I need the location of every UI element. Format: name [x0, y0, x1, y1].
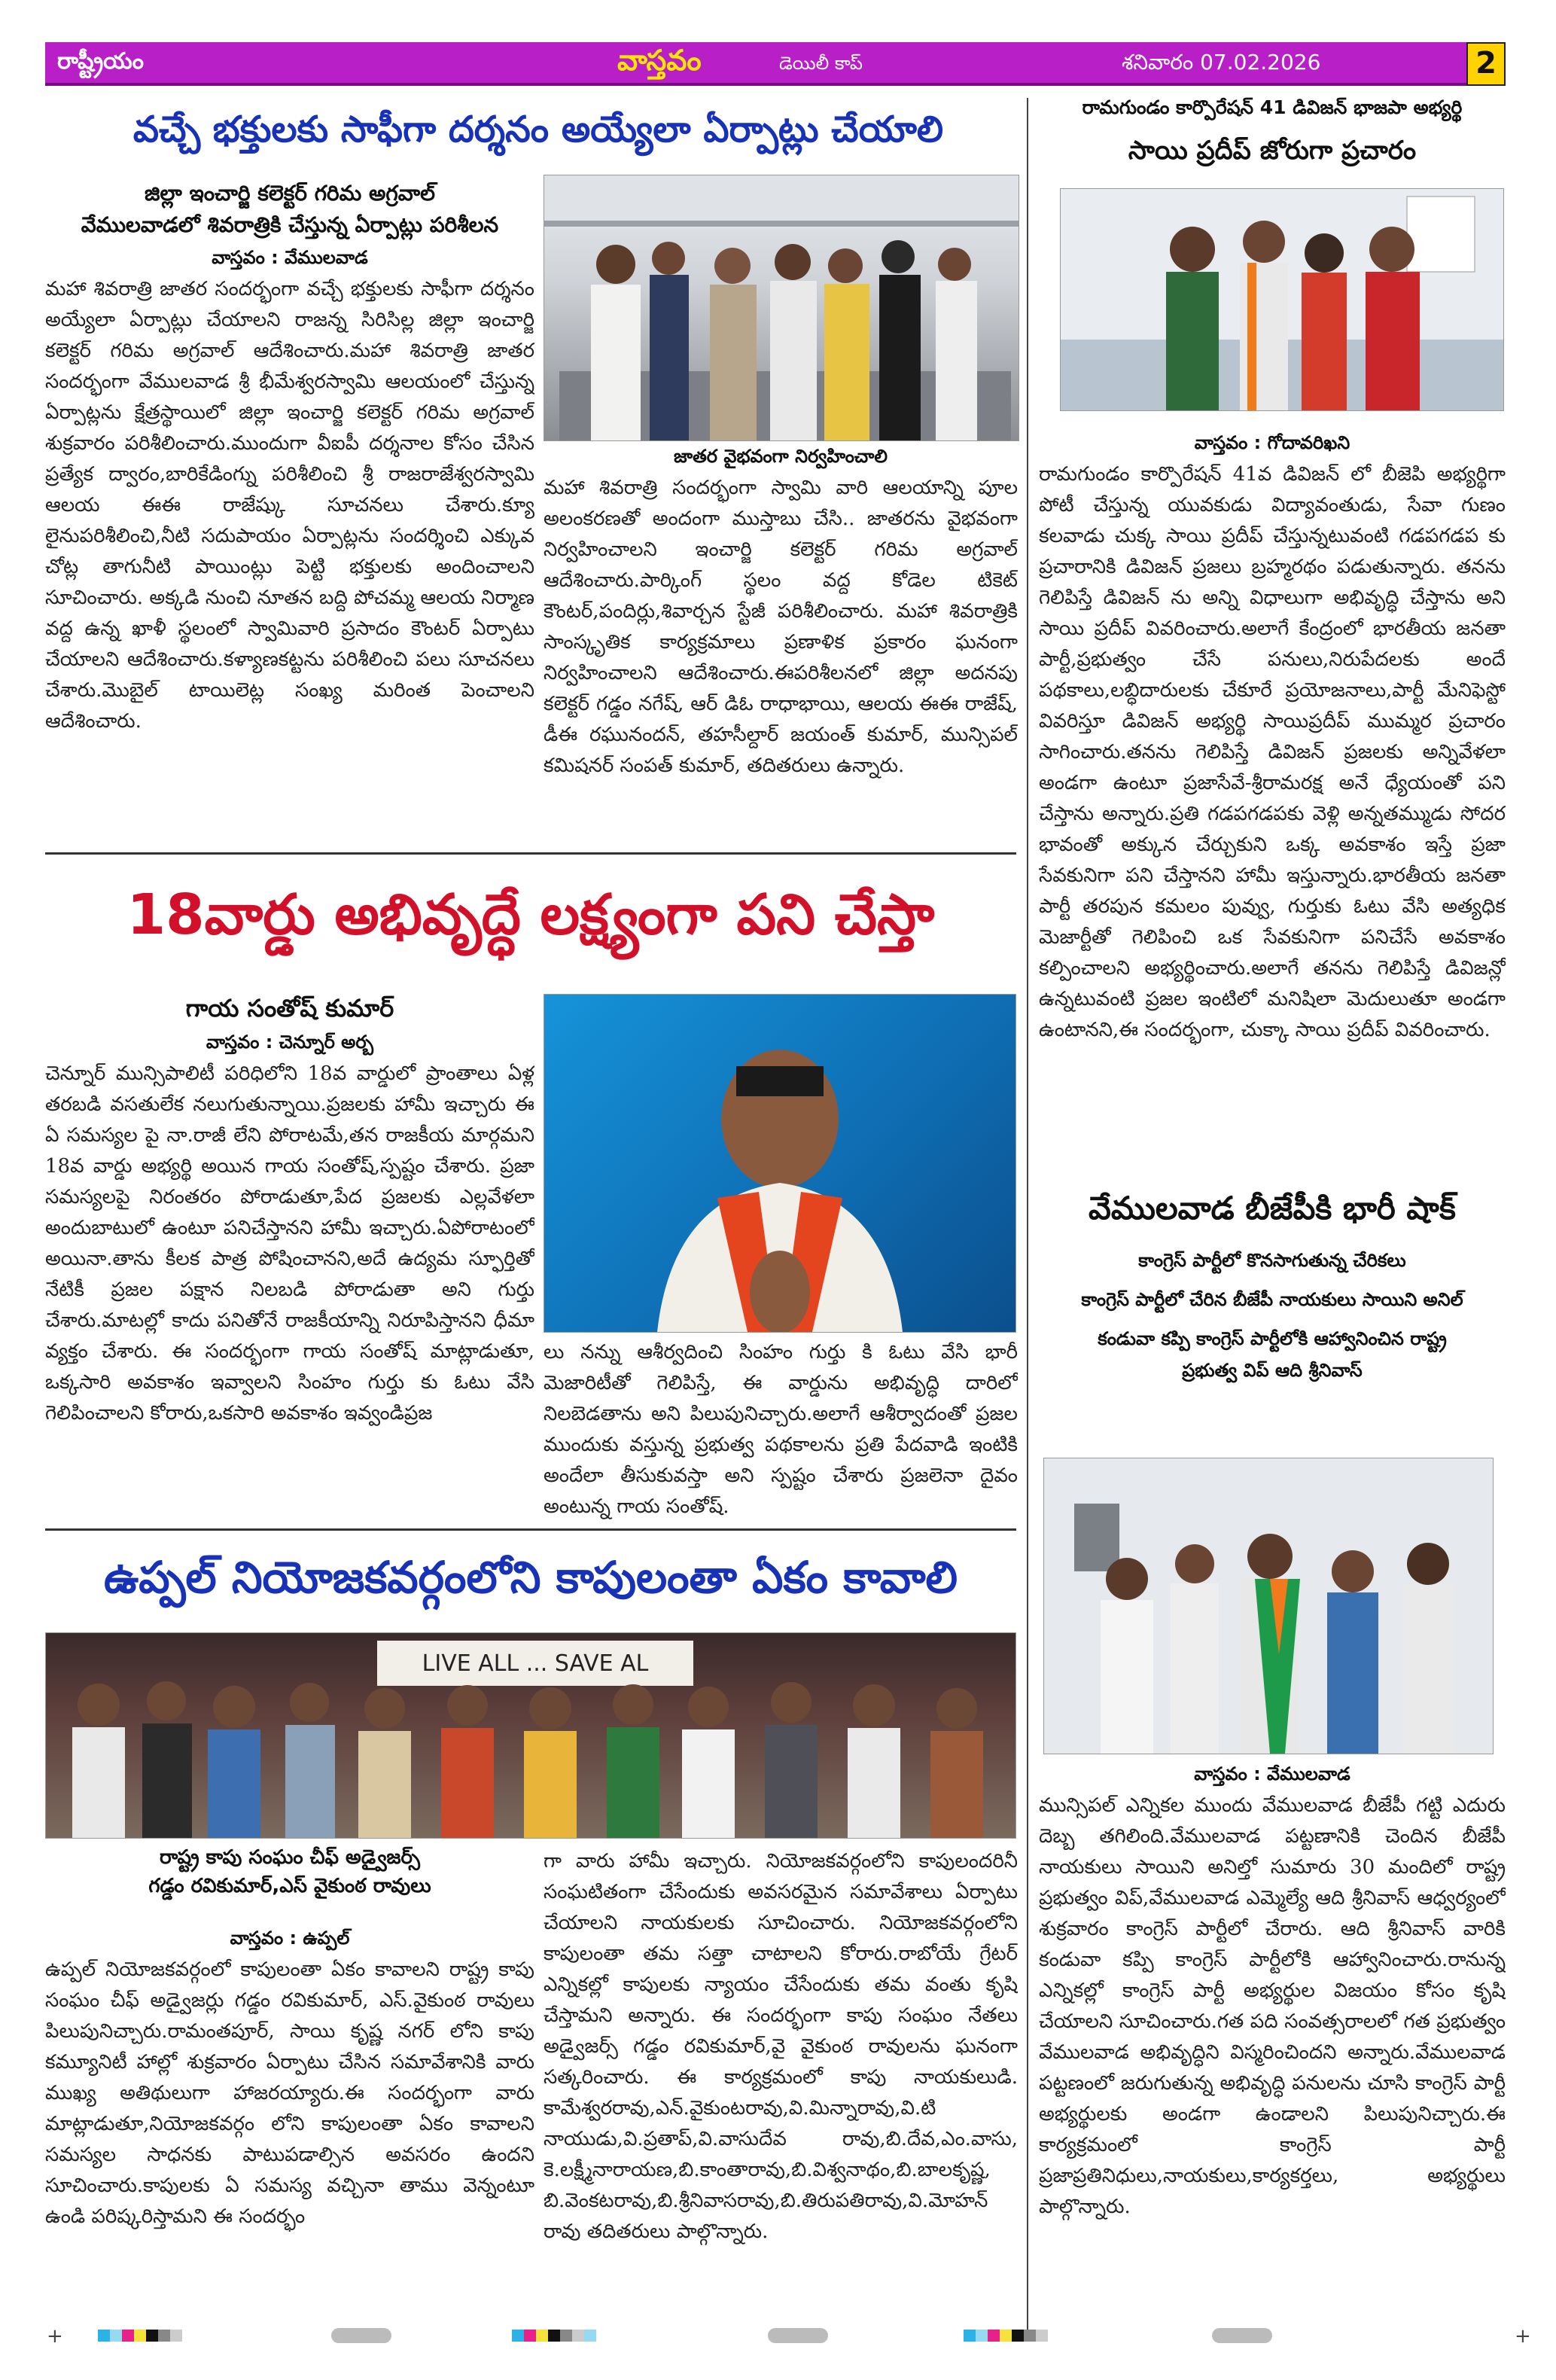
header-band [45, 42, 1487, 86]
story4-headline: సాయి ప్రదీప్ జోరుగా ప్రచారం [1128, 136, 1417, 166]
registration-crosshair: + [1515, 2325, 1531, 2348]
print-mark [768, 2328, 828, 2343]
story1-body-col1: మహా శివరాత్రి జాతర సందర్భంగా వచ్చే భక్తులకు సాఫీగా దర్శనం అయ్యేలా ఏర్పాట్లు చేయాలని రాజన్న సిరిసిల్ల జిల్లా ఇంచార్జి కలెక్టర్ గరిమ అగ్రవాల్ ఆదేశించారు.మహా శివరాత్రి జాతర సందర్భంగా వేములవాడ శ్రీ భీమేశ్వరస్వామి ఆలయంలో చేస్తున్న ఏర్పాట్లను క్షేత్రస్థాయిలో జిల్లా ఇంచార్జి కలెక్టర్ గరిమ అగ్రవాల్ శుక్రవారం పరిశీలించారు.ముందుగా వీఐపీ దర్శనాల కోసం చేసిన ప్రత్యేక ద్వారం,బారికేడింగ్ను పరిశీలించి శ్రీ రాజరాజేశ్వరస్వామి ఆలయ ఈఈ రాజేష్కు సూచనలు చేశారు.క్యూ లైనుపరిశీలించి,నీటి సదుపాయం ఏర్పాట్లను సందర్శించి ఎక్కువ చోట్ల తాగునీటి పాయింట్లు పెట్టి భక్తులకు అందించాలని సూచించారు. అక్కడి నుంచి నూతన బద్ది పోచమ్మ ఆలయ నిర్మాణ వద్ద ఉన్న ఖాళీ స్థలంలో స్వామివారి ప్రసాదం కౌంటర్ ఏర్పాటు చేయాలని ఆదేశించారు.కళ్యాణకట్టను పరిశీలించి పలు సూచనలు చేశారు.మొబైల్ టాయిలెట్ల సంఖ్య మరింత పెంచాలని ఆదేశించారు. [45, 278, 534, 733]
story1-headline: వచ్చే భక్తులకు సాఫీగా దర్శనం అయ్యేలా ఏర్పాట్లు చేయాలి [132, 108, 944, 151]
story2-headline: 18వార్డు అభివృద్ధే లక్ష్యంగా పని చేస్తా [126, 882, 935, 947]
story5-photo [1043, 1458, 1494, 1754]
color-bar [98, 2330, 182, 2342]
paper-logo: వాస్తవం [617, 44, 702, 77]
issue-date: శనివారం 07.02.2026 [1122, 50, 1321, 75]
story3-body-col1: ఉప్పల్ నియోజకవర్గంలో కాపులంతా ఏకం కావాలని రాష్ట్ర కాపు సంఘం చీఫ్ అడ్వైజర్లు గడ్డం రవికుమార్, ఎస్.వైకుంఠ రావులు పిలుపునిచ్చారు.రామంతపూర్, సాయి కృష్ణ నగర్ లోని కాపు కమ్యూనిటీ హాల్లో శుక్రవారం ఏర్పాటు చేసిన సమావేశానికి వారు ముఖ్య అతిథులుగా హాజరయ్యారు.ఈ సందర్భంగా వారు మాట్లాడుతూ,నియోజకవర్గం లోని కాపులంతా ఏకం కావాలని సమస్యల సాధనకు పాటుపడాల్సిన అవసరం ఉందని సూచించారు.కాపులకు ఏ సమస్య వచ్చినా తాము వెన్నంటూ ఉండి పరిష్కరిస్తామని ఈ సందర్భం [45, 1958, 534, 2228]
story2-dateline: వాస్తవం : చెన్నూర్ అర్బ [206, 1032, 374, 1053]
story5-body: మున్సిపల్ ఎన్నికల ముందు వేములవాడ బీజేపీ గట్టి ఎదురు దెబ్బ తగిలింది.వేములవాడ పట్టణానికి చెందిన బీజేపీ నాయకులు సాయిని అనిల్తో సుమారు 30 మందిలో రాష్ట్ర ప్రభుత్వం విప్,వేములవాడ ఎమ్మెల్యే ఆది శ్రీనివాస్ ఆధ్వర్యంలో శుక్రవారం కాంగ్రెస్ పార్టీలో చేరారు. ఆది శ్రీనివాస్ వారికి కండువా కప్పి కాంగ్రెస్ పార్టీలోకి ఆహ్వానించారు.రానున్న ఎన్నికల్లో కాంగ్రెస్ పార్టీ అభ్యర్థుల విజయం కోసం కృషి చేయాలని సూచించారు.గత పది సంవత్సరాలలో గత ప్రభుత్వం వేములవాడ అభివృద్ధిని విస్మరించిందని అన్నారు.వేములవాడ పట్టణంలో జరుగుతున్న అభివృద్ధి పనులను చూసి కాంగ్రెస్ పార్టీ అభ్యర్థులకు అండగా ఉండాలని పిలుపునిచ్చారు.ఈ కార్యక్రమంలో కాంగ్రెస్ పార్టీ ప్రజాప్రతినిధులు,నాయకులు,కార్యకర్తలు, అభ్యర్థులు పాల్గొన్నారు. [1039, 1794, 1506, 2218]
story1-subhead-2: వేములవాడలో శివరాత్రికి చేస్తున్న ఏర్పాట్లు పరిశీలన [81, 212, 499, 237]
registration-crosshair: + [47, 2325, 63, 2348]
story5-dateline: వాస్తవం : వేములవాడ [1194, 1763, 1350, 1784]
story3-dateline: వాస్తవం : ఉప్పల్ [230, 1927, 350, 1949]
story5-subhead-1: కాంగ్రెస్ పార్టీలో కొనసాగుతున్న చేరికలు [1138, 1250, 1406, 1271]
color-bar [964, 2330, 1048, 2342]
story5-subhead-4: ప్రభుత్వ విప్ ఆది శ్రీనివాస్ [1182, 1360, 1363, 1381]
story1-dateline: వాస్తవం : వేములవాడ [212, 247, 368, 268]
print-mark [1212, 2328, 1272, 2343]
print-mark [331, 2328, 391, 2343]
story3-body-col2: గా వారు హామీ ఇచ్చారు. నియోజకవర్గంలోని కాపులందరినీ సంఘటితంగా చేసేందుకు అవసరమైన సమావేశాలు ఏర్పాటు చేయాలని నాయకులకు సూచించారు. నియోజకవర్గంలోని కాపులంతా తమ సత్తా చాటాలని కోరారు.రాబోయే గ్రేటర్ ఎన్నికల్లో కాపులకు న్యాయం చేసేందుకు తమ వంతు కృషి చేస్తామని అన్నారు. ఈ సందర్భంగా కాపు సంఘం నేతలు అడ్వైజర్స్ గడ్డం రవికుమార్,వై వైకుంఠ రావులను ఘనంగా సత్కరించారు. ఈ కార్యక్రమంలో కాపు నాయకులుడి. కామేశ్వరరావు,ఎన్.వైకుంటరావు,వి.మిన్నారావు,వి.టి నాయుడు,వి.ప్రతాప్,వి.వాసుదేవ రావు,బి.దేవ,ఎం.వాసు, కె.లక్ష్మీనారాయణ,బి.కాంతారావు,బి.విశ్వనాథం,బి.బాలకృష్ణ, బి.వెంకటరావు,బి.శ్రీనివాసరావు,బి.తిరుపతిరావు,వి.మోహన్ రావు తదితరులు పాల్గొన్నారు. [544, 1850, 1018, 2243]
kapu-meeting-group-image [46, 1633, 1016, 1838]
divider [45, 852, 1016, 855]
story4-dateline: వాస్తవం : గోదావరిఖని [1194, 432, 1350, 453]
section-name: రాష్ట్రీయం [57, 48, 144, 75]
color-bar [512, 2330, 596, 2342]
story1-photo-caption: జాతర వైభవంగా నిర్వహించాలి [674, 446, 888, 467]
page-number: 2 [1466, 42, 1506, 86]
story5-subhead-2: కాంగ్రెస్ పార్టీలో చేరిన బీజేపీ నాయకులు సాయిని అనిల్ [1081, 1289, 1463, 1310]
story3-photo [45, 1632, 1016, 1839]
story5-headline: వేములవాడ బీజేపీకి భారీ షాక్ [1089, 1190, 1456, 1227]
banner-text: LIVE ALL ... SAVE AL [422, 1650, 649, 1677]
story2-body-col2: లు నన్ను ఆశీర్వదించి సింహం గుర్తు కి ఓటు వేసి భారీ మెజారిటీతో గెలిపిస్తే, ఈ వార్డును అభివృద్ధి దారిలో నిలబెడతాను అని పిలుపునిచ్చారు.అలాగే ఆశీర్వాదంతో ప్రజల ముందుకు వస్తున్న ప్రభుత్వ పథకాలను ప్రతి పేదవాడి ఇంటికి అందేలా తీసుకువస్తా అని స్పష్టం చేశారు ప్రజలెనా దైవం అంటున్న గాయ సంతోష్. [544, 1341, 1018, 1518]
campaign-photo-image [1061, 189, 1503, 410]
collector-inspection-image [544, 175, 1019, 440]
story3-headline: ఉప్పల్ నియోజకవర్గంలోని కాపులంతా ఏకం కావాలి [104, 1552, 958, 1603]
story4-body: రామగుండం కార్పొరేషన్ 41వ డివిజన్ లో బీజెపి అభ్యర్థిగా పోటీ చేస్తున్న యువకుడు విద్యావంతుడు, సేవా గుణం కలవాడు చుక్క సాయి ప్రదీప్ చేస్తున్నటువంటి గడపగడప కు ప్రచారానికి డివిజన్ ప్రజలు బ్రహ్మరథం పడుతున్నారు. తనను గెలిపిస్తే డివిజన్ ను అన్ని విధాలుగా అభివృద్ధి చేస్తాను అని సాయి ప్రదీప్ వివరించారు.అలాగే కేంద్రంలో భారతీయ జనతా పార్టీ,ప్రభుత్వం చేసే పనులు,నిరుపేదలకు అందే పథకాలు,లబ్ధిదారులకు చేకూరే ప్రయోజనాలు,పార్టీ మేనిఫెస్టో వివరిస్తూ డివిజన్ అభ్యర్థి సాయిప్రదీప్ ముమ్మర ప్రచారం సాగించారు.తనను గెలిపిస్తే డివిజన్ ప్రజలకు అన్నివేళలా అండగా ఉంటూ ప్రజాసేవే-శ్రీరామరక్ష అనే ధ్యేయంతో పని చేస్తాను అన్నారు.ప్రతి గడపగడపకు వెళ్లి అన్నతమ్ముడు సోదర భావంతో అక్కున చేర్చుకుని ఒక్క అవకాశం ఇస్తే ప్రజా సేవకునిగా పని చేస్తానని హామీ ఇస్తున్నారు.భారతీయ జనతా పార్టీ తరపున కమలం పువ్వు, గుర్తుకు ఓటు వేసి అత్యధిక మెజార్టీతో గెలిపించి ఒక సేవకునిగా పనిచేసే అవకాశం కల్పించాలని అభ్యర్థించారు.అలాగే తనను గెలిపిస్తే డివిజన్లో ఉన్నటువంటి ప్రజల ఇంటిలో మనిషిలా మెదులుతూ అండగా ఉంటానని,ఈ సందర్భంగా, చుక్కా సాయి ప్రదీప్ వివరించారు. [1039, 463, 1506, 1041]
party-joining-image [1044, 1458, 1493, 1754]
story4-kicker: రామగుండం కార్పొరేషన్ 41 డివిజన్ భాజపా అభ్యర్థి [1082, 96, 1463, 118]
story1-subhead-1: జిల్లా ఇంచార్జి కలెక్టర్ గరిమ అగ్రవాల్ [145, 181, 435, 206]
divider [45, 1528, 1016, 1531]
story2-subhead: గాయ సంతోష్ కుమార్ [185, 994, 394, 1022]
story1-photo [544, 175, 1019, 441]
story2-body-col1: చెన్నూర్ మున్సిపాలిటీ పరిధిలోని 18వ వార్డులో ప్రాంతాలు ఏళ్ల తరబడి వసతులేక నలుగుతున్నాయి.ప్రజలకు హామీ ఇచ్చారు ఈ ఏ సమస్యల పై నా.రాజీ లేని పోరాటమే,తన రాజకీయ మార్గమని 18వ వార్డు అభ్యర్థి అయిన గాయ సంతోష్,స్పష్టం చేశారు. ప్రజా సమస్యలపై నిరంతరం పోరాడుతూ,పేద ప్రజలకు ఎల్లవేళలా అందుబాటులో ఉంటూ పనిచేస్తానని హామీ ఇచ్చారు.ఏపోరాటంలో అయినా.తాను కీలక పాత్ర పోషించానని,అదే ఉద్యమ స్ఫూర్తితో నేటికీ ప్రజల పక్షాన నిలబడి పోరాడుతా అని గుర్తు చేశారు.మాటల్లో కాదు పనితోనే రాజకీయాన్ని నిరూపిస్తానని ధీమా వ్యక్తం చేశారు. ఈ సందర్భంగా గాయ సంతోష్ మాట్లాడుతూ, ఒక్కసారి అవకాశం ఇవ్వాలని సింహం గుర్తు కు ఓటు వేసి గెలిపించాలని కోరారు,ఒకసారి అవకాశం ఇవ్వండిప్రజ [45, 1062, 534, 1425]
edition-label: డెయిలీ కాప్ [779, 53, 863, 74]
candidate-portrait-image [544, 995, 1016, 1332]
story4-photo [1060, 188, 1504, 411]
story3-caption-1: రాష్ట్ర కాపు సంఘం చీఫ్ అడ్వైజర్స్ [160, 1846, 420, 1869]
story3-caption-2: గడ్డం రవికుమార్,ఎస్ వైకుంఠ రావులు [148, 1875, 431, 1897]
column-rule [1027, 98, 1028, 2331]
story5-subhead-3: కండువా కప్పి కాంగ్రెస్ పార్టీలోకి ఆహ్వానించిన రాష్ట్ర [1098, 1328, 1447, 1349]
story2-photo [544, 994, 1016, 1333]
story1-body-col2: మహా శివరాత్రి సందర్భంగా స్వామి వారి ఆలయాన్ని పూల అలంకరణతో అందంగా ముస్తాబు చేసి.. జాతరను వైభవంగా నిర్వహించాలని ఇంచార్జి కలెక్టర్ గరిమ అగ్రవాల్ ఆదేశించారు.పార్కింగ్ స్థలం వద్ద కోడెల టికెట్ కౌంటర్,పందిర్లు,శివార్చన స్టేజీ పరిశీలించారు. మహా శివరాత్రికి సాంస్కృతిక కార్యక్రమాలు ప్రణాళిక ప్రకారం ఘనంగా నిర్వహించాలని ఆదేశించారు.ఈపరిశీలనలో జిల్లా అదనపు కలెక్టర్ గడ్డం నగేష్, ఆర్ డిఓ రాధాభాయి, ఆలయ ఈఈ రాజేష్, డీఈ రఘునందన్, తహసీల్దార్ జయంత్ కుమార్, మున్సిపల్ కమిషనర్ సంపత్ కుమార్, తదితరులు ఉన్నారు. [544, 477, 1018, 777]
